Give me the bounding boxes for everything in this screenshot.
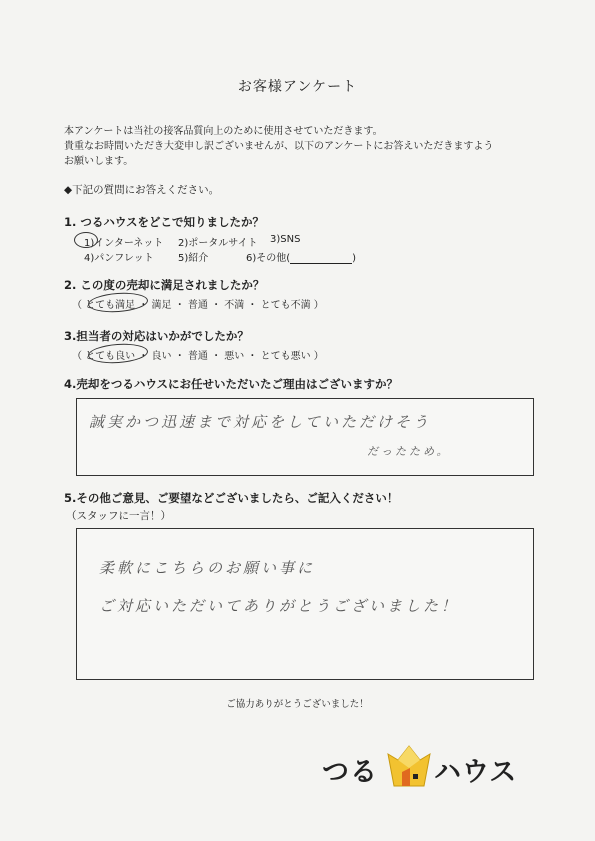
question-4: 4.売却をつるハウスにお任せいただいたご理由はございますか？ <box>64 377 399 391</box>
q4-answer-line-2: だったため。 <box>367 445 451 458</box>
instructions: ◆下記の質問にお答えください。 <box>64 184 220 196</box>
answer-box-5[interactable] <box>76 528 534 680</box>
question-3: 3.担当者の対応はいかがでしたか？ <box>64 329 249 343</box>
q1-option-referral: 5)紹介 <box>178 253 209 264</box>
intro-line-1: 本アンケートは当社の接客品質向上のために使用させていただきます。 <box>64 126 383 137</box>
company-logo <box>322 742 518 792</box>
q1-selected-mark <box>74 232 98 248</box>
intro-text <box>64 124 544 169</box>
question-5: 5.その他ご意見、ご要望などございましたら、ご記入ください！ <box>64 491 399 505</box>
question-2-options: （ とても満足 ・ 満足 ・ 普通 ・ 不満 ・ とても不満 ） <box>72 300 324 311</box>
q1-option-other <box>246 249 356 264</box>
q1-option-other-close: ) <box>352 253 357 264</box>
q5-answer-line-2: ご対応いただいてありがとうございました！ <box>99 597 460 615</box>
q1-other-blank <box>290 252 352 264</box>
q1-option-internet: 1)インターネット <box>84 238 164 249</box>
logo-text-left: つる <box>322 757 378 788</box>
q1-option-sns: 3)SNS <box>270 234 301 245</box>
q5-answer-line-1: 柔軟にこちらのお願い事に <box>99 559 316 577</box>
q1-option-pamphlet: 4)パンフレット <box>84 253 154 264</box>
crane-house-icon <box>384 742 434 792</box>
logo-text-right: ハウス <box>434 757 518 788</box>
question-3-options: （ とても良い ・ 良い ・ 普通 ・ 悪い ・ とても悪い ） <box>72 351 324 362</box>
q1-option-portal: 2)ポータルサイト <box>178 238 258 249</box>
thanks-message: ご協力ありがとうございました！ <box>226 699 369 710</box>
question-2: 2. この度の売却に満足されましたか？ <box>64 278 265 292</box>
question-5-sub: （スタッフに一言！） <box>66 510 171 522</box>
answer-box-4[interactable] <box>76 398 534 476</box>
intro-line-3: お願いします。 <box>64 156 134 167</box>
q4-answer-line-1: 誠実かつ迅速まで対応をしていただけそう <box>89 413 432 431</box>
intro-line-2: 貴重なお時間いただき大変申し訳ございませんが、以下のアンケートにお答えいただきますよう <box>64 141 494 152</box>
q1-option-other-label: 6)その他( <box>246 253 291 264</box>
question-1: 1. つるハウスをどこで知りましたか？ <box>64 215 265 229</box>
page-title: お客様アンケート <box>237 79 358 95</box>
